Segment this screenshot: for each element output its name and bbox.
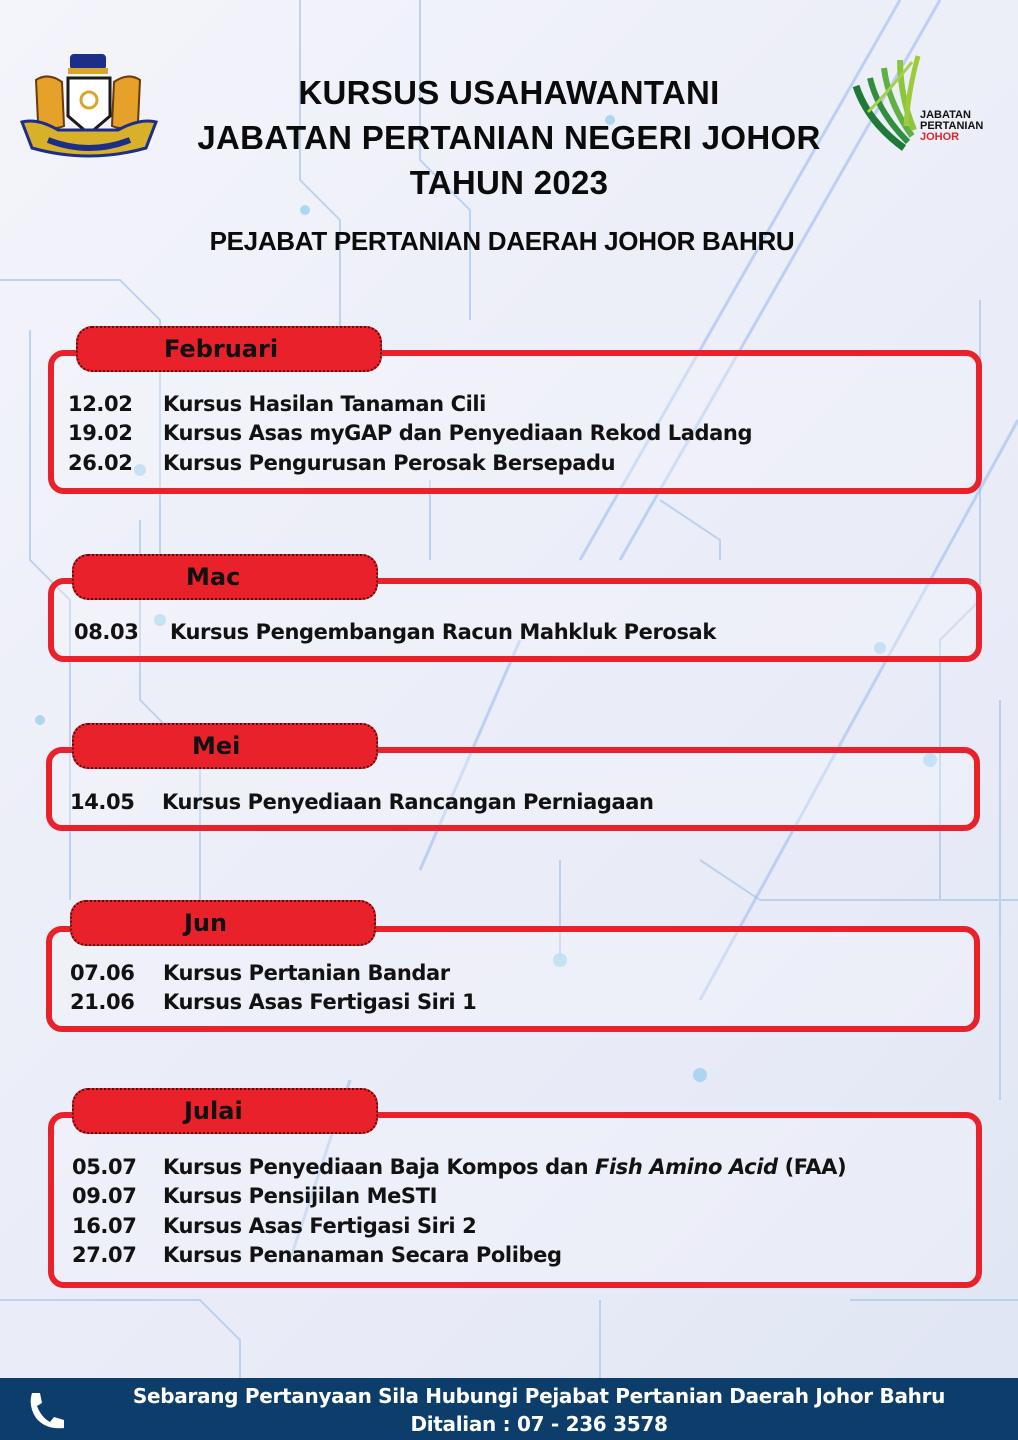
course-date: 19.02 — [68, 421, 133, 446]
month-label: Mac — [186, 563, 241, 591]
month-tab — [76, 326, 382, 372]
course-date: 16.07 — [72, 1213, 137, 1238]
month-section-februari — [48, 324, 982, 494]
month-tab — [72, 1088, 378, 1134]
month-section-mei — [46, 723, 980, 831]
course-title: Kursus Pensijilan MeSTI — [163, 1184, 437, 1209]
month-label: Mei — [192, 732, 241, 760]
course-title: Kursus Asas myGAP dan Penyediaan Rekod Ladang — [163, 421, 753, 446]
logo-line2: PERTANIAN — [920, 120, 984, 132]
month-tab — [72, 554, 378, 600]
course-title-suffix: (FAA) — [777, 1154, 847, 1179]
course-title: Kursus Penyediaan Rancangan Perniagaan — [162, 789, 654, 814]
title-line-1: KURSUS USAHAWANTANI — [298, 74, 720, 111]
course-title: Kursus Penyediaan Baja Kompos dan — [163, 1154, 596, 1179]
course-title: Kursus Asas Fertigasi Siri 2 — [163, 1213, 477, 1238]
course-row — [68, 419, 752, 449]
course-date: 12.02 — [68, 391, 133, 416]
logo-line3: JOHOR — [920, 131, 960, 143]
footer-phone-number[interactable]: Ditalian : 07 - 236 3578 — [410, 1412, 668, 1436]
course-date: 08.03 — [74, 619, 139, 644]
course-row — [68, 389, 752, 419]
course-date: 21.06 — [70, 990, 135, 1015]
month-label: Februari — [164, 335, 279, 363]
course-row — [70, 787, 654, 817]
course-row — [72, 1241, 846, 1271]
month-tab — [72, 723, 378, 769]
month-section-jun — [46, 900, 980, 1032]
month-section-mac — [48, 554, 982, 662]
course-date: 14.05 — [70, 789, 135, 814]
course-row — [72, 1182, 846, 1212]
course-title: Kursus Penanaman Secara Polibeg — [163, 1243, 562, 1268]
course-date: 07.06 — [70, 960, 135, 985]
course-row — [68, 448, 752, 478]
page-title — [0, 70, 1018, 205]
month-section-julai — [48, 1088, 982, 1288]
course-row — [72, 1211, 846, 1241]
course-title: Kursus Pertanian Bandar — [163, 960, 450, 985]
footer-contact-text: Sebarang Pertanyaan Sila Hubungi Pejabat Pertanian Daerah Johor Bahru — [132, 1384, 946, 1408]
course-date: 09.07 — [72, 1184, 137, 1209]
month-tab — [70, 900, 376, 946]
page-subtitle: PEJABAT PERTANIAN DAERAH JOHOR BAHRU — [209, 226, 795, 256]
phone-icon — [26, 1390, 68, 1430]
contact-footer — [0, 1378, 1018, 1440]
course-row — [72, 1152, 846, 1182]
course-date: 05.07 — [72, 1154, 137, 1179]
course-title: Kursus Hasilan Tanaman Cili — [163, 391, 486, 416]
course-title: Kursus Asas Fertigasi Siri 1 — [163, 990, 477, 1015]
course-row — [70, 958, 476, 988]
month-label: Julai — [184, 1097, 243, 1125]
month-label: Jun — [184, 909, 228, 937]
course-date: 26.02 — [68, 450, 133, 475]
course-row — [74, 617, 716, 647]
course-title: Kursus Pengurusan Perosak Bersepadu — [163, 450, 616, 475]
course-title-italic: Fish Amino Acid — [595, 1154, 778, 1179]
course-title: Kursus Pengembangan Racun Mahkluk Perosak — [170, 619, 716, 644]
title-line-3: TAHUN 2023 — [409, 164, 609, 201]
title-line-2: JABATAN PERTANIAN NEGERI JOHOR — [197, 119, 821, 156]
course-date: 27.07 — [72, 1243, 137, 1268]
course-row — [70, 988, 476, 1018]
logo-line1: JABATAN — [920, 109, 971, 121]
